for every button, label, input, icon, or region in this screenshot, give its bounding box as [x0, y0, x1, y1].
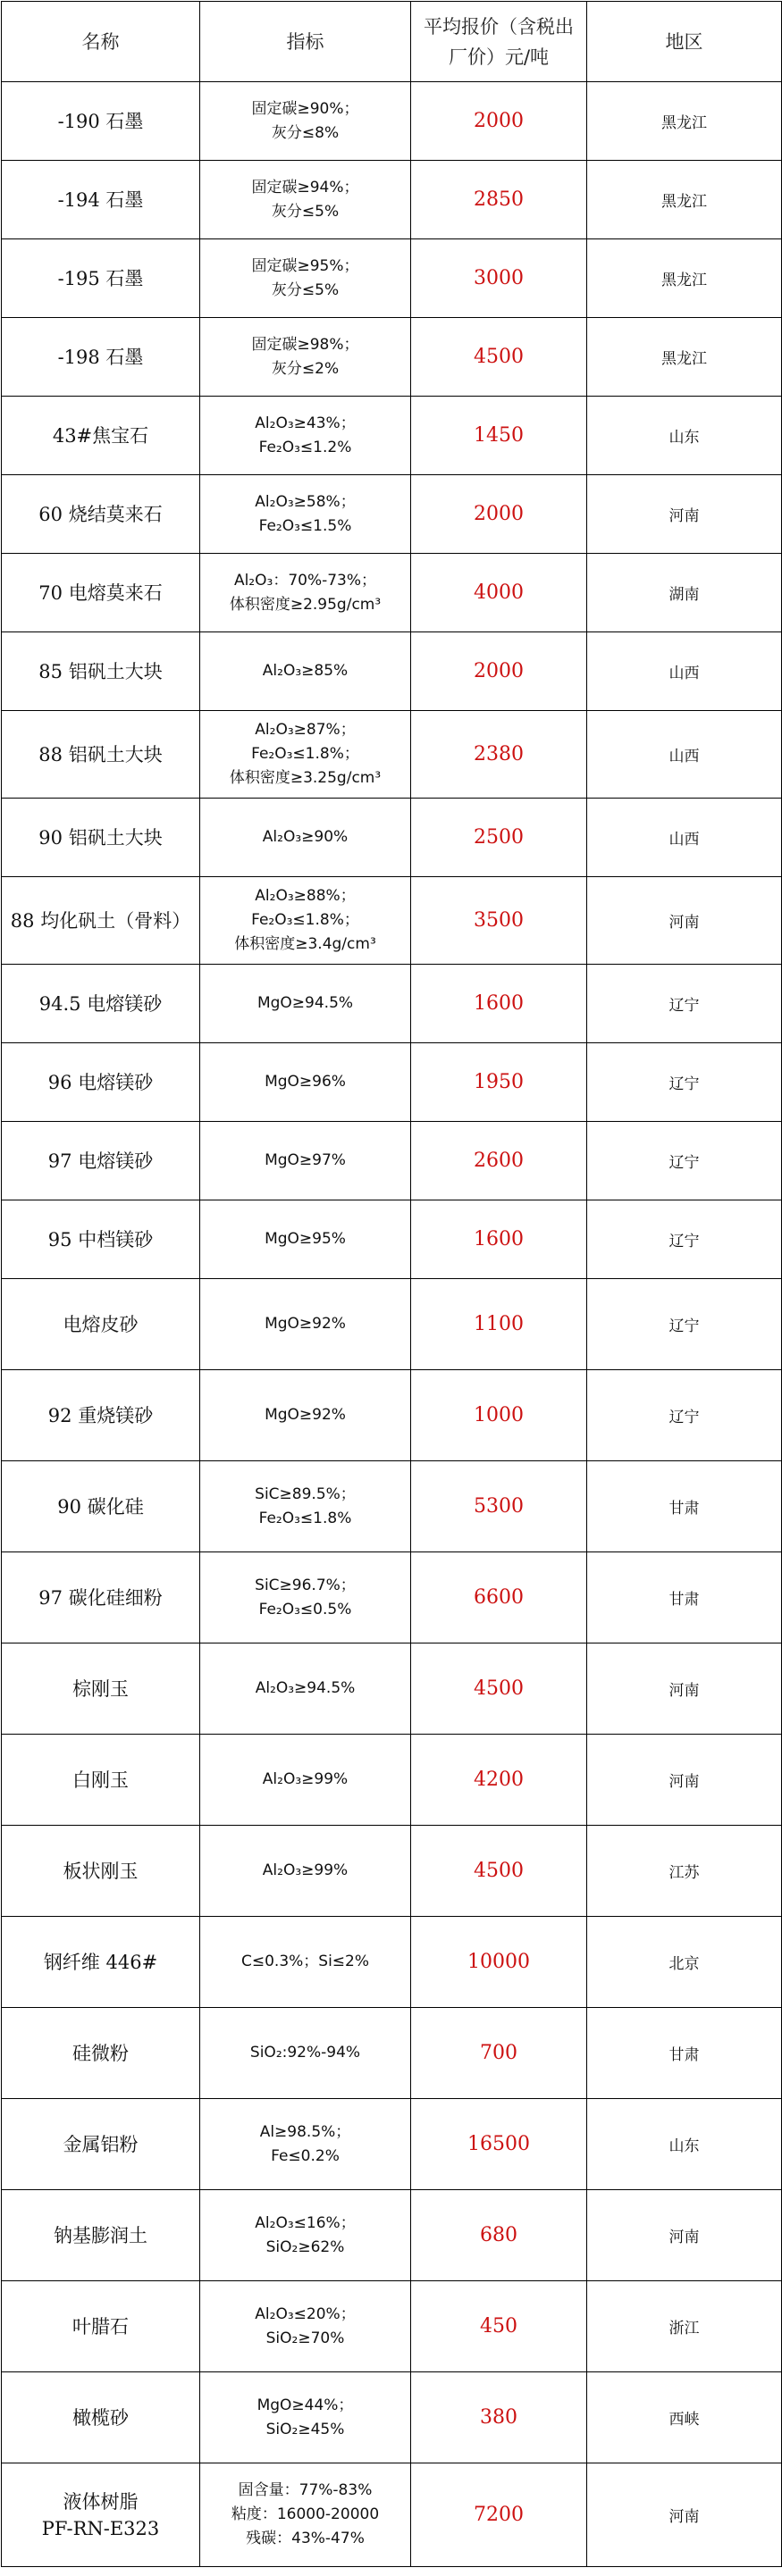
cell-price: 6600: [411, 1552, 587, 1643]
cell-region: 甘肃: [587, 1552, 782, 1643]
spec-line: C≤0.3%；Si≤2%: [240, 1953, 370, 1970]
header-price: 平均报价（含税出厂价）元/吨: [411, 2, 587, 82]
table-row: [2, 1826, 782, 1917]
cell-region: 辽宁: [587, 1279, 782, 1370]
header-spec: 指标: [200, 2, 411, 82]
cell-price: 1950: [411, 1043, 587, 1122]
table-row: [2, 1461, 782, 1552]
cell-region: 辽宁: [587, 1370, 782, 1461]
spec-line: Al₂O₃≥94.5%: [255, 1679, 356, 1697]
cell-region: 山西: [587, 632, 782, 711]
spec-line: SiO₂≥70%: [265, 2329, 345, 2347]
table-row: [2, 711, 782, 799]
cell-spec: [200, 877, 411, 965]
table-row: [2, 2463, 782, 2567]
cell-spec: [200, 1279, 411, 1370]
spec-line: Al₂O₃≤20%；: [255, 2304, 356, 2323]
table-row: [2, 2190, 782, 2281]
name-line: 95 中档镁砂: [47, 1228, 154, 1250]
cell-spec: [200, 1735, 411, 1826]
cell-region: 河南: [587, 1735, 782, 1826]
cell-spec: [200, 318, 411, 397]
spec-line: MgO≥95%: [265, 1230, 346, 1248]
cell-region: 河南: [587, 475, 782, 554]
cell-spec: [200, 1643, 411, 1735]
name-line: 叶腊石: [72, 2315, 129, 2338]
name-line: PF-RN-E323: [41, 2517, 160, 2539]
cell-spec: [200, 632, 411, 711]
spec-line: Al₂O₃：70%-73%；: [233, 571, 377, 590]
cell-name: [2, 2463, 200, 2567]
name-line: 88 铝矾土大块: [38, 743, 163, 765]
cell-name: [2, 318, 200, 397]
cell-region: 山西: [587, 711, 782, 799]
cell-name: [2, 1643, 200, 1735]
price-table: [1, 1, 782, 2567]
cell-name: [2, 965, 200, 1043]
name-line: 60 烧结莫来石: [38, 503, 163, 525]
spec-line: Al₂O₃≥58%；: [255, 492, 356, 511]
cell-price: 1600: [411, 965, 587, 1043]
cell-price: 2000: [411, 82, 587, 161]
cell-price: 5300: [411, 1461, 587, 1552]
cell-price: 2500: [411, 799, 587, 877]
cell-price: 680: [411, 2190, 587, 2281]
cell-spec: [200, 1043, 411, 1122]
table-row: [2, 965, 782, 1043]
table-row: [2, 239, 782, 318]
cell-region: 浙江: [587, 2281, 782, 2372]
cell-name: [2, 1043, 200, 1122]
cell-name: [2, 161, 200, 239]
table-row: [2, 397, 782, 475]
cell-region: 江苏: [587, 1826, 782, 1917]
cell-name: [2, 1122, 200, 1200]
table-row: [2, 1200, 782, 1279]
spec-line: Al₂O₃≥43%；: [255, 414, 356, 432]
cell-price: 4000: [411, 554, 587, 632]
spec-line: MgO≥92%: [265, 1406, 346, 1424]
cell-spec: [200, 1461, 411, 1552]
cell-region: 河南: [587, 2463, 782, 2567]
cell-price: 16500: [411, 2099, 587, 2190]
cell-region: 山东: [587, 397, 782, 475]
cell-name: [2, 2008, 200, 2099]
spec-line: SiO₂≥45%: [265, 2420, 345, 2438]
spec-line: 灰分≤5%: [271, 280, 340, 299]
header-name: 名称: [2, 2, 200, 82]
header-region: 地区: [587, 2, 782, 82]
cell-spec: [200, 2463, 411, 2567]
cell-name: [2, 82, 200, 161]
spec-line: 固含量：77%-83%: [238, 2481, 373, 2499]
cell-spec: [200, 1200, 411, 1279]
cell-region: 辽宁: [587, 1200, 782, 1279]
cell-name: [2, 2281, 200, 2372]
name-line: 板状刚玉: [63, 1860, 139, 1882]
name-line: 钠基膨润土: [54, 2224, 147, 2246]
cell-spec: [200, 1826, 411, 1917]
spec-line: Al₂O₃≥87%；: [255, 721, 356, 739]
table-row: [2, 632, 782, 711]
name-line: -190 石墨: [57, 110, 144, 132]
cell-price: 4500: [411, 1643, 587, 1735]
spec-line: MgO≥92%: [265, 1315, 346, 1333]
cell-spec: [200, 82, 411, 161]
cell-region: 甘肃: [587, 2008, 782, 2099]
table-row: [2, 1552, 782, 1643]
cell-region: 河南: [587, 877, 782, 965]
cell-spec: [200, 1552, 411, 1643]
spec-line: 固定碳≥94%；: [251, 178, 359, 197]
spec-line: Al₂O₃≤16%；: [255, 2213, 356, 2232]
cell-region: 辽宁: [587, 1043, 782, 1122]
cell-region: 黑龙江: [587, 82, 782, 161]
cell-price: 1450: [411, 397, 587, 475]
cell-spec: [200, 711, 411, 799]
cell-region: 山西: [587, 799, 782, 877]
name-line: 钢纤维 446#: [43, 1951, 158, 1973]
spec-line: Fe₂O₃≤0.5%: [258, 1600, 352, 1618]
table-row: [2, 1735, 782, 1826]
cell-price: 4500: [411, 318, 587, 397]
cell-name: [2, 1552, 200, 1643]
table-body: [2, 82, 782, 2567]
name-line: 硅微粉: [72, 2042, 129, 2064]
cell-spec: [200, 1122, 411, 1200]
cell-name: [2, 632, 200, 711]
cell-spec: [200, 2281, 411, 2372]
cell-spec: [200, 1917, 411, 2008]
cell-price: 380: [411, 2372, 587, 2463]
cell-price: 4500: [411, 1826, 587, 1917]
table-row: [2, 799, 782, 877]
cell-price: 450: [411, 2281, 587, 2372]
cell-name: [2, 799, 200, 877]
name-line: 棕刚玉: [72, 1677, 129, 1700]
spec-line: Al₂O₃≥88%；: [255, 887, 356, 905]
cell-name: [2, 2372, 200, 2463]
cell-name: [2, 475, 200, 554]
cell-name: [2, 239, 200, 318]
table-row: [2, 82, 782, 161]
cell-spec: [200, 239, 411, 318]
name-line: 97 电熔镁砂: [47, 1150, 154, 1172]
spec-line: SiC≥89.5%；: [255, 1485, 356, 1503]
cell-price: 700: [411, 2008, 587, 2099]
cell-price: 1100: [411, 1279, 587, 1370]
spec-line: Al₂O₃≥90%: [262, 828, 349, 846]
table-row: [2, 1279, 782, 1370]
cell-name: [2, 397, 200, 475]
spec-line: Al≥98.5%；: [259, 2122, 351, 2141]
table-row: [2, 2281, 782, 2372]
table-row: [2, 475, 782, 554]
cell-name: [2, 1200, 200, 1279]
name-line: 94.5 电熔镁砂: [38, 992, 163, 1015]
cell-spec: [200, 554, 411, 632]
spec-line: Fe₂O₃≤1.8%；: [251, 911, 359, 929]
cell-spec: [200, 397, 411, 475]
spec-line: MgO≥97%: [265, 1151, 346, 1169]
name-line: 橄榄砂: [72, 2406, 129, 2429]
table-row: [2, 1043, 782, 1122]
spec-line: SiC≥96.7%；: [255, 1576, 356, 1594]
cell-spec: [200, 799, 411, 877]
spec-line: 固定碳≥95%；: [251, 256, 359, 275]
cell-spec: [200, 965, 411, 1043]
table-row: [2, 1917, 782, 2008]
spec-line: SiO₂≥62%: [265, 2237, 345, 2256]
cell-price: 4200: [411, 1735, 587, 1826]
name-line: 90 碳化硅: [57, 1495, 144, 1518]
spec-line: 粘度：16000-20000: [231, 2505, 380, 2523]
cell-price: 3000: [411, 239, 587, 318]
spec-line: Al₂O₃≥85%: [262, 662, 349, 680]
name-line: -198 石墨: [57, 346, 144, 368]
cell-region: 甘肃: [587, 1461, 782, 1552]
spec-line: Fe₂O₃≤1.8%: [258, 1509, 352, 1527]
cell-spec: [200, 1370, 411, 1461]
spec-line: MgO≥94.5%: [256, 994, 354, 1012]
name-line: 88 均化矾土（骨料）: [10, 909, 191, 932]
table-row: [2, 2099, 782, 2190]
spec-line: Al₂O₃≥99%: [262, 1770, 349, 1788]
spec-line: Fe≤0.2%: [271, 2146, 340, 2165]
header-row: [2, 2, 782, 82]
cell-price: 1600: [411, 1200, 587, 1279]
cell-price: 10000: [411, 1917, 587, 2008]
name-line: 92 重烧镁砂: [47, 1404, 154, 1426]
cell-name: [2, 2099, 200, 2190]
spec-line: 体积密度≥3.4g/cm³: [234, 935, 376, 953]
cell-spec: [200, 2099, 411, 2190]
cell-name: [2, 1279, 200, 1370]
name-line: 电熔皮砂: [63, 1313, 139, 1335]
cell-price: 2000: [411, 632, 587, 711]
table-row: [2, 1122, 782, 1200]
cell-name: [2, 1735, 200, 1826]
spec-line: 灰分≤5%: [271, 202, 340, 221]
cell-region: 黑龙江: [587, 239, 782, 318]
spec-line: 残碳：43%-47%: [246, 2530, 365, 2547]
cell-region: 湖南: [587, 554, 782, 632]
name-line: 70 电熔莫来石: [38, 581, 163, 604]
cell-name: [2, 1461, 200, 1552]
cell-price: 1000: [411, 1370, 587, 1461]
spec-line: 灰分≤8%: [271, 123, 340, 142]
cell-price: 2600: [411, 1122, 587, 1200]
name-line: -195 石墨: [57, 267, 144, 289]
cell-region: 山东: [587, 2099, 782, 2190]
table-row: [2, 1643, 782, 1735]
cell-name: [2, 1826, 200, 1917]
cell-spec: [200, 2008, 411, 2099]
cell-price: 3500: [411, 877, 587, 965]
table-row: [2, 2372, 782, 2463]
table-row: [2, 2008, 782, 2099]
cell-name: [2, 711, 200, 799]
cell-region: 辽宁: [587, 1122, 782, 1200]
cell-name: [2, 877, 200, 965]
cell-spec: [200, 161, 411, 239]
spec-line: 体积密度≥3.25g/cm³: [229, 769, 382, 787]
table-row: [2, 877, 782, 965]
spec-line: 固定碳≥98%；: [251, 335, 359, 354]
cell-region: 河南: [587, 1643, 782, 1735]
cell-price: 2380: [411, 711, 587, 799]
cell-region: 西峡: [587, 2372, 782, 2463]
cell-name: [2, 1917, 200, 2008]
table-row: [2, 1370, 782, 1461]
cell-price: 2850: [411, 161, 587, 239]
name-line: 97 碳化硅细粉: [38, 1586, 163, 1609]
name-line: 金属铝粉: [63, 2133, 139, 2155]
spec-line: Fe₂O₃≤1.8%；: [251, 745, 359, 763]
table-row: [2, 161, 782, 239]
name-line: 85 铝矾土大块: [38, 660, 163, 682]
spec-line: MgO≥96%: [265, 1073, 346, 1091]
name-line: 43#焦宝石: [52, 424, 149, 447]
name-line: 白刚玉: [72, 1769, 129, 1791]
name-line: 90 铝矾土大块: [38, 826, 163, 849]
spec-line: Fe₂O₃≤1.5%: [258, 516, 352, 535]
cell-price: 2000: [411, 475, 587, 554]
cell-spec: [200, 2190, 411, 2281]
spec-line: SiO₂:92%-94%: [249, 2044, 361, 2062]
spec-line: MgO≥44%；: [256, 2396, 354, 2414]
name-line: 液体树脂: [63, 2490, 139, 2513]
name-line: -194 石墨: [57, 188, 144, 211]
cell-spec: [200, 2372, 411, 2463]
spec-line: 灰分≤2%: [271, 359, 340, 378]
name-line: 96 电熔镁砂: [47, 1071, 154, 1093]
cell-region: 黑龙江: [587, 318, 782, 397]
cell-region: 河南: [587, 2190, 782, 2281]
cell-price: 7200: [411, 2463, 587, 2567]
cell-region: 辽宁: [587, 965, 782, 1043]
spec-line: Fe₂O₃≤1.2%: [258, 438, 352, 456]
spec-line: 固定碳≥90%；: [251, 99, 359, 118]
table-row: [2, 318, 782, 397]
cell-spec: [200, 475, 411, 554]
spec-line: Al₂O₃≥99%: [262, 1861, 349, 1879]
cell-region: 北京: [587, 1917, 782, 2008]
cell-name: [2, 1370, 200, 1461]
table-row: [2, 554, 782, 632]
cell-region: 黑龙江: [587, 161, 782, 239]
cell-name: [2, 2190, 200, 2281]
spec-line: 体积密度≥2.95g/cm³: [229, 595, 382, 614]
cell-name: [2, 554, 200, 632]
